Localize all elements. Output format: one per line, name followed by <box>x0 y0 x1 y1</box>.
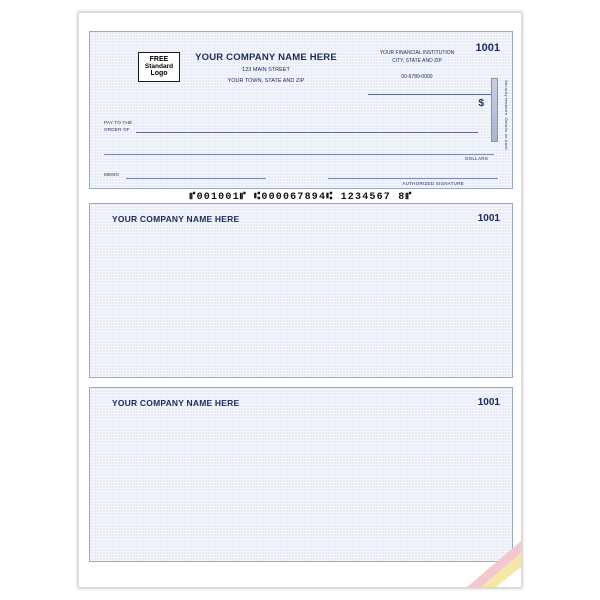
logo-line-standard: Standard <box>144 62 174 70</box>
memo-line <box>126 178 266 179</box>
security-legend-text: Security features. Details on back. <box>504 80 509 152</box>
company-address-line-1: 123 MAIN STREET <box>242 67 290 73</box>
logo-line-logo: Logo <box>150 70 168 78</box>
stub-2-number: 1001 <box>477 397 500 408</box>
stub-2-company-name: YOUR COMPANY NAME HERE <box>112 398 240 408</box>
stub-1-company-name: YOUR COMPANY NAME HERE <box>112 214 240 224</box>
check-body <box>89 31 513 189</box>
check-number: 1001 <box>475 42 500 54</box>
check-stub-2 <box>89 387 513 562</box>
carbon-copy-corner <box>467 541 521 587</box>
written-amount-line <box>104 154 494 155</box>
check-sheet <box>78 12 522 588</box>
logo-line-free: FREE <box>149 56 169 64</box>
company-address-line-2: YOUR TOWN, STATE AND ZIP <box>227 78 305 85</box>
company-name: YOUR COMPANY NAME HERE <box>195 52 337 63</box>
payee-line <box>136 132 478 133</box>
authorized-signature-label: AUTHORIZED SIGNATURE <box>402 181 464 186</box>
bank-block <box>358 50 476 80</box>
memo-label: MEMO <box>104 172 120 177</box>
amount-dollar-sign: $ <box>478 98 484 109</box>
security-pattern-bar <box>491 78 498 142</box>
pay-to-label-line-2: ORDER OF <box>104 127 130 132</box>
bank-fraction: 00-6789-0000 <box>401 74 433 80</box>
bank-name: YOUR FINANCIAL INSTITUTION <box>379 50 455 56</box>
check-stub-1 <box>89 203 513 378</box>
micr-line: ⑈001001⑈ ⑆000067894⑆ 1234567 8⑈ <box>189 192 413 203</box>
pay-to-label-line-1: PAY TO THE <box>104 120 133 125</box>
standard-logo-placeholder <box>138 52 180 82</box>
date-line <box>368 94 498 95</box>
company-block <box>186 52 346 86</box>
bank-city-state-zip: CITY, STATE AND ZIP <box>392 57 442 64</box>
dollars-label: DOLLARS <box>465 156 488 161</box>
signature-line <box>328 178 498 179</box>
stub-1-number: 1001 <box>477 213 500 224</box>
